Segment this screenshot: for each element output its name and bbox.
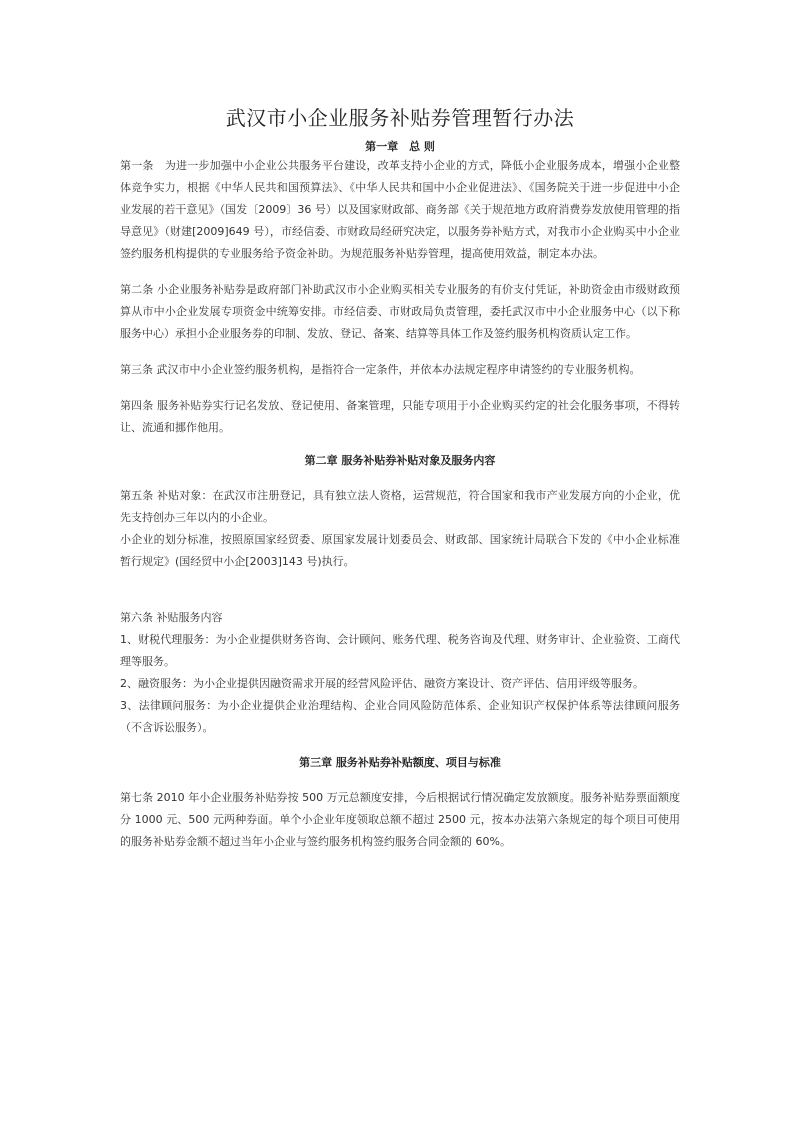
chapter-3-heading: 第三章 服务补贴券补贴额度、项目与标准 — [299, 756, 501, 769]
article-5-subsidy-target: 第五条 补贴对象：在武汉市注册登记，具有独立法人资格，运营规范，符合国家和我市产业发展方向的小企业，优先支持创办三年以内的小企业。 — [120, 489, 680, 524]
article-3: 第三条 武汉市中小企业签约服务机构，是指符合一定条件，并依本办法规定程序申请签约的专业服务机构。 — [120, 363, 641, 376]
spacer — [120, 345, 680, 359]
spacer — [120, 381, 680, 395]
article-6-title: 第六条 补贴服务内容 — [120, 611, 223, 624]
article-6-item-3: 3、法律顾问服务：为小企业提供企业治理结构、企业合同风险防范体系、企业知识产权保护体系等法律顾问服务（不含诉讼服务）。 — [120, 699, 680, 734]
article-4: 第四条 服务补贴券实行记名发放、登记使用、备案管理，只能专项用于小企业购买约定的社会化服务事项，不得转让、流通和挪作他用。 — [120, 399, 680, 434]
article-7: 第七条 2010 年小企业服务补贴券按 500 万元总额度安排，今后根据试行情况确定发放额度。服务补贴券票面额度分 1000 元、500 元两种券面。单个小企业年度领取总额不超过 2500 元，按本办法第六条规定的每个项目可使用的服务补贴券金额不超过当年小企业与签约服务机构签约服务合同金额的 60%。 — [120, 791, 680, 848]
spacer — [120, 265, 680, 279]
spacer — [120, 573, 680, 607]
article-2: 第二条 小企业服务补贴券是政府部门补助武汉市小企业购买相关专业服务的有价支付凭证，补助资金由市级财政预算从市中小企业发展专项资金中统筹安排。市经信委、市财政局负责管理，委托武汉市中小企业服务中心（以下称服务中心）承担小企业服务券的印制、发放、登记、备案、结算等具体工作及签约服务机构资质认定工作。 — [120, 283, 680, 340]
document-title: 武汉市小企业服务补贴券管理暂行办法 — [225, 106, 575, 130]
article-5-classification: 小企业的划分标准，按照原国家经贸委、原国家发展计划委员会、财政部、国家统计局联合下发的《中小企业标准暂行规定》(国经贸中小企[2003]143 号)执行。 — [120, 533, 680, 568]
chapter-2-heading: 第二章 服务补贴券补贴对象及服务内容 — [304, 454, 496, 467]
article-6-item-1: 1、财税代理服务：为小企业提供财务咨询、会计顾问、账务代理、税务咨询及代理、财务审计、企业验资、工商代理等服务。 — [120, 633, 680, 668]
article-6-item-2: 2、融资服务：为小企业提供因融资需求开展的经营风险评估、融资方案设计、资产评估、信用评级等服务。 — [120, 677, 644, 690]
article-1: 第一条 为进一步加强中小企业公共服务平台建设，改革支持小企业的方式，降低小企业服务成本，增强小企业整体竞争实力，根据《中华人民共和国预算法》、《中华人民共和国中小企业促进法》、《国务院关于进一步促进中小企业发展的若干意见》（国发〔2009〕36 号）以及国家财政部、商务部《关于规范地方政府消费券发放使用管理的指导意见》（财建[2009]649 号），市经信委、市财政局经研究决定，以服务券补贴方式，对我市小企业购买中小企业签约服务机构提供的专业服务给予资金补助。为规范服务补贴券管理，提高使用效益，制定本办法。 — [120, 159, 680, 260]
chapter-1-heading: 第一章 总 则 — [365, 140, 435, 153]
